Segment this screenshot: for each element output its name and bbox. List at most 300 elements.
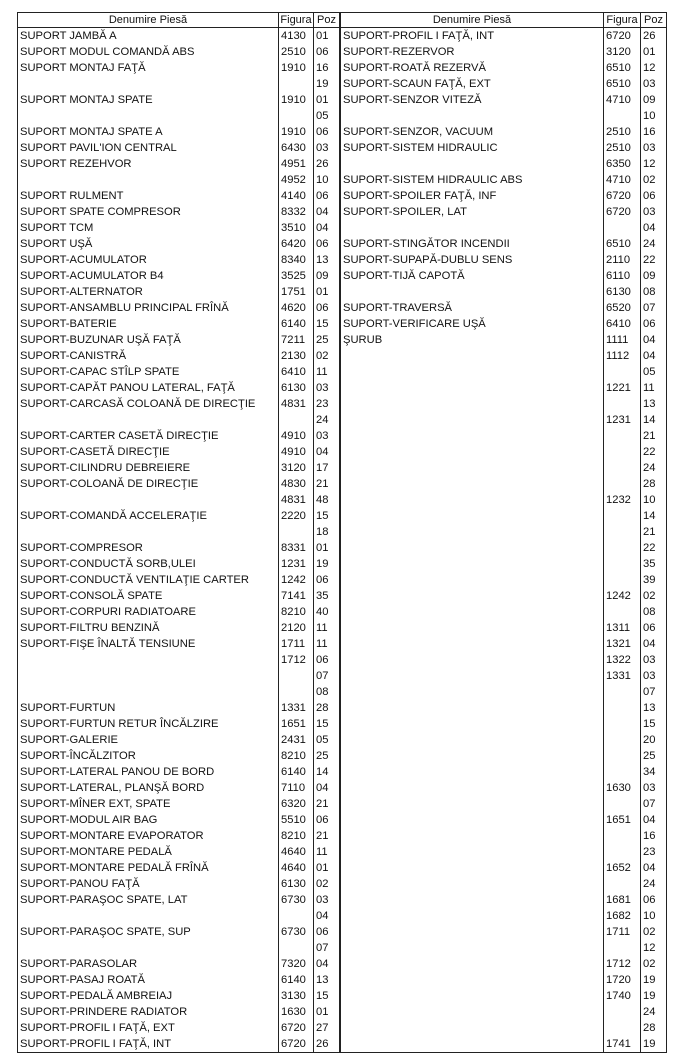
part-name-cell: SUPORT-PASAJ ROATĂ bbox=[18, 972, 279, 988]
part-name-cell: SUPORT-ANSAMBLU PRINCIPAL FRÎNĂ bbox=[18, 300, 279, 316]
figure-cell: 6110 bbox=[604, 268, 641, 284]
position-cell: 19 bbox=[314, 76, 340, 92]
position-cell: 06 bbox=[641, 316, 667, 332]
position-cell: 11 bbox=[314, 636, 340, 652]
parts-table-left-body bbox=[18, 28, 340, 1053]
part-name-cell: SUPORT SPATE COMPRESOR bbox=[18, 204, 279, 220]
figure-cell bbox=[604, 476, 641, 492]
table-row bbox=[18, 652, 340, 668]
table-row bbox=[341, 876, 667, 892]
position-cell: 11 bbox=[314, 364, 340, 380]
table-row bbox=[18, 956, 340, 972]
position-cell: 11 bbox=[314, 844, 340, 860]
part-name-cell: SUPORT-FILTRU BENZINĂ bbox=[18, 620, 279, 636]
part-name-cell: SUPORT-MONTARE PEDALĂ FRÎNĂ bbox=[18, 860, 279, 876]
position-cell: 12 bbox=[641, 156, 667, 172]
table-row bbox=[341, 956, 667, 972]
table-row bbox=[341, 1036, 667, 1053]
figure-cell bbox=[604, 604, 641, 620]
position-cell: 10 bbox=[641, 108, 667, 124]
table-row bbox=[341, 860, 667, 876]
position-cell: 06 bbox=[641, 620, 667, 636]
part-name-cell bbox=[341, 620, 604, 636]
figure-cell: 7141 bbox=[279, 588, 314, 604]
figure-cell bbox=[604, 764, 641, 780]
position-cell: 21 bbox=[314, 796, 340, 812]
part-name-cell: SUPORT-BATERIE bbox=[18, 316, 279, 332]
parts-table-right bbox=[340, 12, 667, 1053]
table-row bbox=[341, 316, 667, 332]
table-row bbox=[18, 268, 340, 284]
part-name-cell bbox=[18, 940, 279, 956]
table-row bbox=[341, 524, 667, 540]
part-name-cell: SUPORT-COLOANĂ DE DIRECŢIE bbox=[18, 476, 279, 492]
part-name-cell: SUPORT-SISTEM HIDRAULIC bbox=[341, 140, 604, 156]
table-row bbox=[341, 428, 667, 444]
part-name-cell bbox=[341, 508, 604, 524]
table-row bbox=[18, 540, 340, 556]
figure-cell: 6510 bbox=[604, 60, 641, 76]
position-cell: 15 bbox=[641, 716, 667, 732]
table-row bbox=[18, 44, 340, 60]
table-row bbox=[18, 316, 340, 332]
position-cell: 26 bbox=[314, 156, 340, 172]
position-cell: 13 bbox=[641, 700, 667, 716]
part-name-cell: SUPORT-MÎNER EXT, SPATE bbox=[18, 796, 279, 812]
position-cell: 16 bbox=[641, 828, 667, 844]
position-cell: 04 bbox=[314, 204, 340, 220]
position-cell: 40 bbox=[314, 604, 340, 620]
figure-cell: 3120 bbox=[604, 44, 641, 60]
part-name-cell bbox=[341, 844, 604, 860]
figure-cell bbox=[279, 412, 314, 428]
figure-cell: 6510 bbox=[604, 76, 641, 92]
position-cell: 09 bbox=[314, 268, 340, 284]
table-row bbox=[18, 796, 340, 812]
part-name-cell: SUPORT JAMBĂ A bbox=[18, 28, 279, 45]
part-name-cell bbox=[341, 364, 604, 380]
part-name-cell bbox=[341, 460, 604, 476]
figure-cell: 6520 bbox=[604, 300, 641, 316]
table-row bbox=[18, 348, 340, 364]
part-name-cell bbox=[341, 604, 604, 620]
table-row bbox=[341, 28, 667, 45]
figure-cell bbox=[604, 844, 641, 860]
part-name-cell bbox=[18, 412, 279, 428]
table-row bbox=[18, 1020, 340, 1036]
position-cell: 04 bbox=[641, 860, 667, 876]
figure-cell: 1322 bbox=[604, 652, 641, 668]
part-name-cell: SUPORT-SCAUN FAŢĂ, EXT bbox=[341, 76, 604, 92]
figure-cell: 6320 bbox=[279, 796, 314, 812]
position-cell: 25 bbox=[314, 748, 340, 764]
part-name-cell: SUPORT-SISTEM HIDRAULIC ABS bbox=[341, 172, 604, 188]
figure-cell bbox=[604, 876, 641, 892]
table-row bbox=[341, 44, 667, 60]
table-row bbox=[18, 924, 340, 940]
part-name-cell bbox=[18, 524, 279, 540]
position-cell: 26 bbox=[641, 28, 667, 45]
table-row bbox=[18, 172, 340, 188]
figure-cell: 7211 bbox=[279, 332, 314, 348]
part-name-cell: SUPORT-CARCASĂ COLOANĂ DE DIRECŢIE bbox=[18, 396, 279, 412]
position-cell: 23 bbox=[641, 844, 667, 860]
figure-cell: 1630 bbox=[604, 780, 641, 796]
table-row bbox=[341, 92, 667, 108]
figure-cell: 1712 bbox=[604, 956, 641, 972]
figure-cell bbox=[604, 796, 641, 812]
part-name-cell bbox=[18, 668, 279, 684]
figure-cell: 6350 bbox=[604, 156, 641, 172]
position-cell: 08 bbox=[314, 684, 340, 700]
position-cell: 15 bbox=[314, 508, 340, 524]
table-row bbox=[341, 172, 667, 188]
table-row bbox=[341, 252, 667, 268]
part-name-cell: SUPORT-PROFIL I FAŢĂ, EXT bbox=[18, 1020, 279, 1036]
part-name-cell: SUPORT-CONDUCTĂ SORB,ULEI bbox=[18, 556, 279, 572]
part-name-cell bbox=[341, 636, 604, 652]
table-row bbox=[341, 76, 667, 92]
position-cell: 22 bbox=[641, 540, 667, 556]
position-cell: 24 bbox=[314, 412, 340, 428]
part-name-cell: SUPORT-PEDALĂ AMBREIAJ bbox=[18, 988, 279, 1004]
part-name-cell bbox=[341, 652, 604, 668]
figure-cell: 8210 bbox=[279, 604, 314, 620]
table-row bbox=[341, 380, 667, 396]
part-name-cell: SUPORT-ÎNCĂLZITOR bbox=[18, 748, 279, 764]
table-row bbox=[341, 636, 667, 652]
figure-cell: 6730 bbox=[279, 924, 314, 940]
part-name-cell: SUPORT MODUL COMANDĂ ABS bbox=[18, 44, 279, 60]
figure-cell bbox=[604, 732, 641, 748]
position-cell: 22 bbox=[641, 252, 667, 268]
position-cell: 21 bbox=[314, 828, 340, 844]
figure-cell bbox=[604, 428, 641, 444]
part-name-cell bbox=[341, 380, 604, 396]
position-cell: 35 bbox=[314, 588, 340, 604]
table-row bbox=[18, 204, 340, 220]
part-name-cell bbox=[341, 748, 604, 764]
figure-cell: 6410 bbox=[604, 316, 641, 332]
figure-cell: 3525 bbox=[279, 268, 314, 284]
figure-cell: 1910 bbox=[279, 60, 314, 76]
position-cell: 14 bbox=[641, 508, 667, 524]
part-name-cell: SUPORT-PARAŞOC SPATE, LAT bbox=[18, 892, 279, 908]
figure-cell: 1682 bbox=[604, 908, 641, 924]
figure-cell: 1652 bbox=[604, 860, 641, 876]
position-cell: 25 bbox=[314, 332, 340, 348]
position-cell: 03 bbox=[314, 140, 340, 156]
part-name-cell: SUPORT-TRAVERSĂ bbox=[341, 300, 604, 316]
figure-cell bbox=[604, 700, 641, 716]
table-row bbox=[18, 780, 340, 796]
position-cell: 07 bbox=[641, 684, 667, 700]
position-cell: 24 bbox=[641, 876, 667, 892]
figure-cell: 8210 bbox=[279, 748, 314, 764]
table-row bbox=[18, 812, 340, 828]
figure-cell bbox=[604, 364, 641, 380]
figure-cell: 1910 bbox=[279, 124, 314, 140]
position-cell: 04 bbox=[641, 636, 667, 652]
part-name-cell bbox=[341, 588, 604, 604]
table-row bbox=[18, 492, 340, 508]
position-cell: 21 bbox=[314, 476, 340, 492]
table-row bbox=[341, 700, 667, 716]
figure-cell: 2510 bbox=[604, 124, 641, 140]
figure-cell bbox=[604, 572, 641, 588]
figure-cell bbox=[604, 940, 641, 956]
table-row bbox=[18, 396, 340, 412]
table-row bbox=[341, 412, 667, 428]
part-name-cell bbox=[341, 1036, 604, 1053]
part-name-cell: SUPORT-MONTARE PEDALĂ bbox=[18, 844, 279, 860]
position-cell: 06 bbox=[314, 812, 340, 828]
position-cell: 09 bbox=[641, 92, 667, 108]
figure-cell: 1741 bbox=[604, 1036, 641, 1053]
part-name-cell: SUPORT-MODUL AIR BAG bbox=[18, 812, 279, 828]
table-row bbox=[18, 108, 340, 124]
figure-cell: 1711 bbox=[604, 924, 641, 940]
table-row bbox=[341, 508, 667, 524]
part-name-cell: SUPORT MONTAJ SPATE bbox=[18, 92, 279, 108]
part-name-cell: SUPORT-LATERAL, PLANŞĂ BORD bbox=[18, 780, 279, 796]
table-row bbox=[18, 364, 340, 380]
figure-cell: 7320 bbox=[279, 956, 314, 972]
part-name-cell: SUPORT-CASETĂ DIRECŢIE bbox=[18, 444, 279, 460]
table-row bbox=[18, 668, 340, 684]
figure-cell: 1232 bbox=[604, 492, 641, 508]
figure-cell: 1681 bbox=[604, 892, 641, 908]
figure-cell: 6720 bbox=[279, 1020, 314, 1036]
position-cell: 03 bbox=[641, 780, 667, 796]
position-cell: 23 bbox=[314, 396, 340, 412]
header-part-name: Denumire Piesă bbox=[18, 13, 279, 28]
position-cell: 02 bbox=[314, 876, 340, 892]
table-row bbox=[18, 620, 340, 636]
part-name-cell bbox=[341, 108, 604, 124]
table-row bbox=[341, 396, 667, 412]
table-row bbox=[341, 556, 667, 572]
position-cell: 19 bbox=[641, 1036, 667, 1053]
part-name-cell: SUPORT PAVIL'ION CENTRAL bbox=[18, 140, 279, 156]
position-cell: 16 bbox=[641, 124, 667, 140]
figure-cell: 2431 bbox=[279, 732, 314, 748]
part-name-cell: SUPORT-STINGĂTOR INCENDII bbox=[341, 236, 604, 252]
table-row bbox=[18, 252, 340, 268]
figure-cell bbox=[279, 684, 314, 700]
position-cell: 24 bbox=[641, 236, 667, 252]
position-cell: 01 bbox=[314, 28, 340, 45]
part-name-cell: SUPORT-PRINDERE RADIATOR bbox=[18, 1004, 279, 1020]
figure-cell: 2220 bbox=[279, 508, 314, 524]
table-row bbox=[341, 124, 667, 140]
table-row bbox=[341, 348, 667, 364]
table-row bbox=[341, 204, 667, 220]
part-name-cell: SUPORT-SENZOR, VACUUM bbox=[341, 124, 604, 140]
part-name-cell: SUPORT-BUZUNAR UŞĂ FAŢĂ bbox=[18, 332, 279, 348]
table-row bbox=[341, 844, 667, 860]
part-name-cell bbox=[341, 428, 604, 444]
figure-cell: 2120 bbox=[279, 620, 314, 636]
figure-cell: 4140 bbox=[279, 188, 314, 204]
figure-cell bbox=[604, 508, 641, 524]
table-row bbox=[18, 684, 340, 700]
figure-cell: 4831 bbox=[279, 396, 314, 412]
table-row bbox=[341, 236, 667, 252]
figure-cell: 1311 bbox=[604, 620, 641, 636]
table-row bbox=[18, 92, 340, 108]
position-cell: 03 bbox=[641, 204, 667, 220]
part-name-cell bbox=[341, 780, 604, 796]
figure-cell: 7110 bbox=[279, 780, 314, 796]
table-row bbox=[341, 188, 667, 204]
table-row bbox=[18, 124, 340, 140]
position-cell: 28 bbox=[314, 700, 340, 716]
position-cell: 14 bbox=[314, 764, 340, 780]
position-cell: 04 bbox=[314, 908, 340, 924]
position-cell: 12 bbox=[641, 940, 667, 956]
part-name-cell bbox=[341, 764, 604, 780]
figure-cell: 1910 bbox=[279, 92, 314, 108]
part-name-cell bbox=[341, 700, 604, 716]
position-cell: 04 bbox=[641, 348, 667, 364]
part-name-cell: SUPORT-FURTUN RETUR ÎNCĂLZIRE bbox=[18, 716, 279, 732]
table-row bbox=[341, 60, 667, 76]
position-cell: 03 bbox=[314, 380, 340, 396]
part-name-cell: SUPORT-CAPĂT PANOU LATERAL, FAŢĂ bbox=[18, 380, 279, 396]
position-cell: 03 bbox=[641, 140, 667, 156]
position-cell: 07 bbox=[641, 300, 667, 316]
figure-cell: 1112 bbox=[604, 348, 641, 364]
part-name-cell: SUPORT REZEHVOR bbox=[18, 156, 279, 172]
position-cell: 06 bbox=[314, 572, 340, 588]
table-row bbox=[18, 76, 340, 92]
table-row bbox=[18, 476, 340, 492]
table-row bbox=[18, 636, 340, 652]
table-row bbox=[18, 1004, 340, 1020]
figure-cell: 6720 bbox=[604, 188, 641, 204]
position-cell: 27 bbox=[314, 1020, 340, 1036]
part-name-cell bbox=[341, 876, 604, 892]
position-cell: 04 bbox=[314, 956, 340, 972]
position-cell: 02 bbox=[641, 172, 667, 188]
position-cell: 01 bbox=[314, 1004, 340, 1020]
position-cell: 02 bbox=[641, 924, 667, 940]
figure-cell: 4831 bbox=[279, 492, 314, 508]
figure-cell: 1751 bbox=[279, 284, 314, 300]
part-name-cell bbox=[341, 828, 604, 844]
table-row bbox=[341, 764, 667, 780]
part-name-cell bbox=[341, 812, 604, 828]
position-cell: 01 bbox=[314, 284, 340, 300]
figure-cell bbox=[604, 748, 641, 764]
position-cell: 26 bbox=[314, 1036, 340, 1053]
figure-cell: 6140 bbox=[279, 972, 314, 988]
position-cell: 19 bbox=[641, 972, 667, 988]
figure-cell: 8332 bbox=[279, 204, 314, 220]
position-cell: 19 bbox=[314, 556, 340, 572]
position-cell: 15 bbox=[314, 988, 340, 1004]
figure-cell bbox=[604, 1004, 641, 1020]
position-cell: 10 bbox=[314, 172, 340, 188]
figure-cell: 1740 bbox=[604, 988, 641, 1004]
position-cell: 06 bbox=[641, 892, 667, 908]
figure-cell: 1231 bbox=[604, 412, 641, 428]
figure-cell: 1111 bbox=[604, 332, 641, 348]
position-cell: 16 bbox=[314, 60, 340, 76]
table-row bbox=[341, 668, 667, 684]
figure-cell: 6510 bbox=[604, 236, 641, 252]
part-name-cell: SUPORT-VERIFICARE UŞĂ bbox=[341, 316, 604, 332]
part-name-cell bbox=[341, 860, 604, 876]
position-cell: 39 bbox=[641, 572, 667, 588]
table-row bbox=[341, 588, 667, 604]
part-name-cell: SUPORT-COMANDĂ ACCELERAŢIE bbox=[18, 508, 279, 524]
figure-cell bbox=[279, 108, 314, 124]
figure-cell: 4710 bbox=[604, 92, 641, 108]
part-name-cell bbox=[341, 476, 604, 492]
table-row bbox=[18, 60, 340, 76]
position-cell: 15 bbox=[314, 316, 340, 332]
figure-cell: 6130 bbox=[279, 380, 314, 396]
parts-table-right-body bbox=[341, 28, 667, 1053]
part-name-cell bbox=[341, 716, 604, 732]
position-cell: 01 bbox=[314, 92, 340, 108]
part-name-cell: SUPORT-CONDUCTĂ VENTILAŢIE CARTER bbox=[18, 572, 279, 588]
table-row bbox=[341, 156, 667, 172]
figure-cell bbox=[279, 668, 314, 684]
part-name-cell: SUPORT-PANOU FAŢĂ bbox=[18, 876, 279, 892]
table-row bbox=[18, 428, 340, 444]
figure-cell bbox=[604, 684, 641, 700]
position-cell: 04 bbox=[641, 812, 667, 828]
part-name-cell: SUPORT-CONSOLĂ SPATE bbox=[18, 588, 279, 604]
position-cell: 17 bbox=[314, 460, 340, 476]
part-name-cell: SUPORT-FURTUN bbox=[18, 700, 279, 716]
part-name-cell bbox=[18, 652, 279, 668]
part-name-cell bbox=[341, 284, 604, 300]
figure-cell bbox=[279, 940, 314, 956]
table-row bbox=[18, 764, 340, 780]
table-row bbox=[18, 444, 340, 460]
part-name-cell: SUPORT MONTAJ FAŢĂ bbox=[18, 60, 279, 76]
figure-cell: 6720 bbox=[604, 204, 641, 220]
figure-cell: 8331 bbox=[279, 540, 314, 556]
table-row bbox=[341, 716, 667, 732]
figure-cell bbox=[279, 76, 314, 92]
figure-cell: 4830 bbox=[279, 476, 314, 492]
table-row bbox=[18, 828, 340, 844]
position-cell: 04 bbox=[314, 220, 340, 236]
part-name-cell bbox=[341, 524, 604, 540]
figure-cell: 1221 bbox=[604, 380, 641, 396]
table-row bbox=[18, 524, 340, 540]
figure-cell: 1242 bbox=[279, 572, 314, 588]
position-cell: 02 bbox=[641, 588, 667, 604]
position-cell: 18 bbox=[314, 524, 340, 540]
figure-cell bbox=[604, 524, 641, 540]
table-row bbox=[341, 220, 667, 236]
position-cell: 05 bbox=[314, 732, 340, 748]
part-name-cell: SUPORT UŞĂ bbox=[18, 236, 279, 252]
table-row bbox=[341, 268, 667, 284]
position-cell: 07 bbox=[314, 940, 340, 956]
figure-cell: 4640 bbox=[279, 844, 314, 860]
figure-cell bbox=[604, 716, 641, 732]
figure-cell: 8340 bbox=[279, 252, 314, 268]
figure-cell: 4951 bbox=[279, 156, 314, 172]
figure-cell: 1651 bbox=[604, 812, 641, 828]
